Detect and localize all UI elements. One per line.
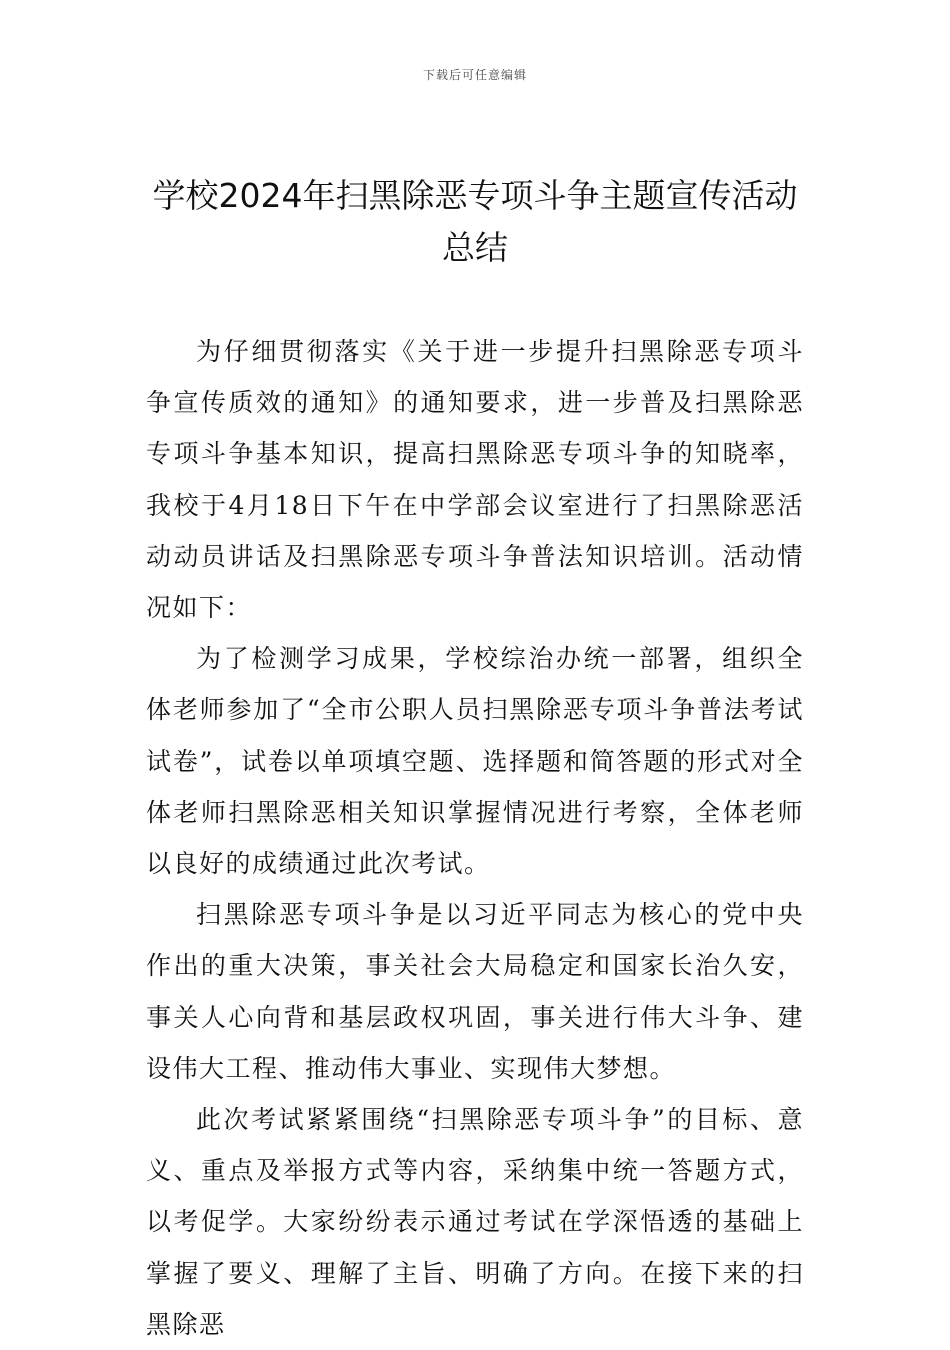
body-paragraph: 此次考试紧紧围绕“扫黑除恶专项斗争”的目标、意义、重点及举报方式等内容，采纳集中统一答题方式，以考促学。大家纷纷表示通过考试在学深悟透的基础上掌握了要义、理解了主旨、明确了方向。在接下来的扫黑除恶: [146, 1105, 804, 1339]
header-note: 下载后可任意编辑: [422, 68, 527, 82]
body-paragraph: 为仔细贯彻落实《关于进一步提升扫黑除恶专项斗争宣传质效的通知》的通知要求，进一步普及扫黑除恶专项斗争基本知识，提高扫黑除恶专项斗争的知晓率，我校于4月18日下午在中学部会议室进行了扫黑除恶活动动员讲话及扫黑除恶专项斗争普法知识培训。活动情况如下：: [146, 337, 804, 623]
body-paragraph: 为了检测学习成果，学校综治办统一部署，组织全体老师参加了“全市公职人员扫黑除恶专项斗争普法考试试卷”，试卷以单项填空题、选择题和简答题的形式对全体老师扫黑除恶相关知识掌握情况进行考察，全体老师以良好的成绩通过此次考试。: [146, 644, 804, 879]
document-body: [146, 326, 804, 1350]
document-title: 学校2024年扫黑除恶专项斗争主题宣传活动总结: [152, 176, 798, 267]
body-paragraph: 扫黑除恶专项斗争是以习近平同志为核心的党中央作出的重大决策，事关社会大局稳定和国家长治久安，事关人心向背和基层政权巩固，事关进行伟大斗争、建设伟大工程、推动伟大事业、实现伟大梦想。: [146, 900, 804, 1083]
